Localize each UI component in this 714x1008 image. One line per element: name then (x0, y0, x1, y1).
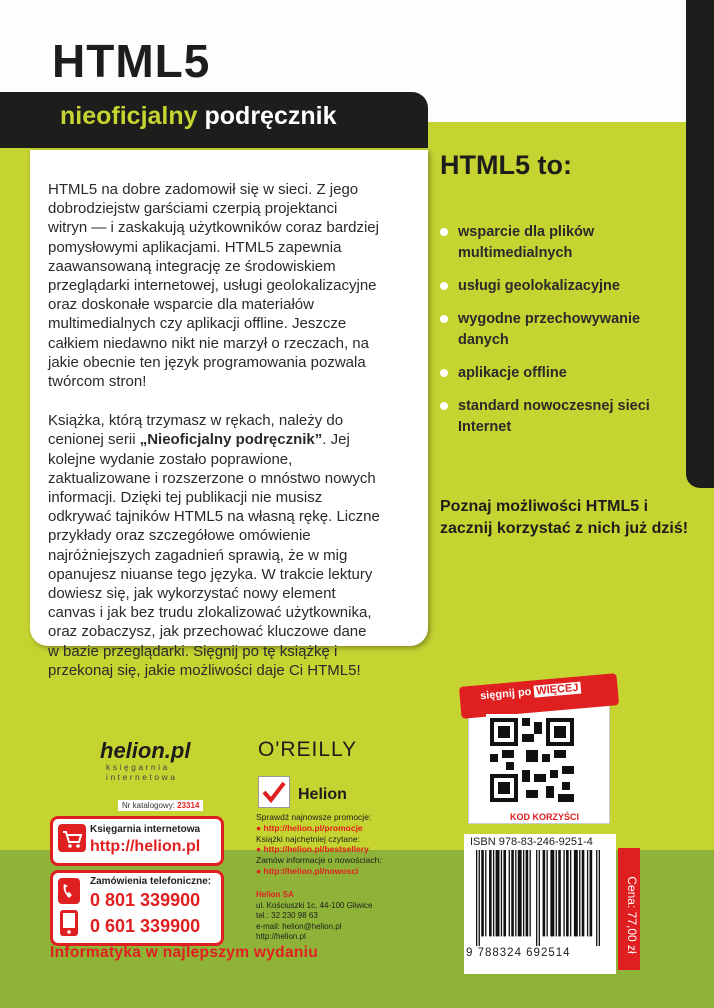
catalog-number: Nr katalogowy: 23314 (118, 800, 203, 811)
book-subtitle (60, 102, 336, 131)
publisher-slogan: Informatyka w najlepszym wydaniu (50, 944, 319, 961)
series-name: „Nieoficjalny podręcznik” (139, 431, 323, 449)
bullet-icon (440, 315, 448, 323)
feature-item: wsparcie dla plików multimedialnych (440, 222, 680, 264)
shop-url-link[interactable]: http://helion.pl (90, 838, 201, 855)
helion-pl-tagline: księgarnia internetowa (106, 762, 178, 782)
blurb-p2-post: . Jej kolejne wydanie zostało poprawione, zaktualizowane i rozszerzone o mnóstwo nowych informacji. Dzięki tej publikacji nie musisz odkrywać tajników HTML5 na własną rękę. Liczne przykłady oraz szczegółowe omówienie najróżniejszych zagadnień sprawią, że w mig opanujesz niuanse tego języka. W trakcie lektury dowiesz się, jak wykorzystać nowy element canvas i jak bez trudu zlokalizować użytkownika, oraz zobaczysz, jak przechować kluczowe dane w bazie przeglądarki. Sięgnij po tę książkę i przekonaj się, jakie możliwości daje Ci HTML5! (48, 431, 380, 679)
news-link[interactable]: ● http://helion.pl/nowosci (256, 865, 359, 876)
bullet-icon (440, 402, 448, 410)
publisher-address: Helion SA ul. Kościuszki 1c, 44-100 Gliwice tel.: 32 230 98 63 e-mail: helion@helion.pl http://helion.pl (256, 890, 373, 942)
blurb-paragraph-1: HTML5 na dobre zadomowił się w sieci. Z jego dobrodziejstw garściami czerpią projektanci witryn — i zaskakują użytkowników coraz bardziej pomysłowymi aplikacjami. HTML5 zapewnia zaawansowaną integrację ze środowiskiem przeglądarki internetowej, usługi geolokalizacyjne oraz doskonałe wsparcie dla materiałów multimedialnych czy aplikacji offline. Jeszcze całkiem niedawno nikt nie marzył o rzeczach, na jakie obecnie ten język programowania pozwala twórcom stron! (48, 181, 379, 391)
helion-checkmark-icon (258, 776, 290, 808)
helion-logo-text: Helion (298, 786, 347, 803)
oreilly-logo: O'REILLY (258, 738, 358, 761)
promo-links: Sprawdź najnowsze promocje: ● http://helion.pl/promocje Książki najchętniej czytane: ● http://helion.pl/bestsellery Zamów informacje o nowościach: ● http://helion.pl/nowosci (256, 812, 436, 877)
bullet-icon (440, 228, 448, 236)
blurb-text (48, 180, 380, 700)
bullet-icon (440, 369, 448, 377)
qr-caption: KOD KORZYŚCI (510, 812, 580, 822)
barcode-icon (476, 850, 600, 946)
cart-icon (58, 824, 86, 852)
barcode-digits: 9 788324 692514 (466, 947, 571, 959)
qr-code-icon[interactable] (486, 714, 578, 806)
qr-tag-text: sięgnij po WIĘCEJ (479, 681, 579, 703)
features-heading: HTML5 to: (440, 150, 572, 180)
price-label: Cena: 77,00 zł (625, 876, 639, 954)
features-list (440, 222, 680, 450)
bullet-icon (440, 282, 448, 290)
blurb-p2-pre: Książka, którą trzymasz w rękach, należy do cenionej serii (48, 412, 344, 449)
promo-link[interactable]: ● http://helion.pl/promocje (256, 822, 363, 833)
helion-pl-logo: helion.pl (100, 738, 191, 763)
subtitle-part-a: nieoficjalny (60, 102, 198, 130)
call-to-action: Poznaj możliwości HTML5 i zacznij korzystać z nich już dziś! (440, 498, 689, 537)
blurb-paragraph-2 (48, 411, 380, 680)
mobile-phone-icon (60, 910, 78, 936)
phone-icon (58, 878, 80, 904)
phone-number-1[interactable]: 0 801 339900 (90, 890, 201, 910)
subtitle-part-b: podręcznik (204, 102, 337, 130)
book-title: HTML5 (52, 35, 211, 87)
phone-label: Zamówienia telefoniczne: (90, 876, 212, 887)
phone-number-2[interactable]: 0 601 339900 (90, 916, 201, 936)
right-edge-tab (686, 0, 714, 488)
shop-label: Księgarnia internetowa (90, 824, 201, 835)
feature-item: aplikacje offline (440, 363, 680, 384)
bestsellers-link[interactable]: ● http://helion.pl/bestsellery (256, 844, 369, 855)
feature-item: usługi geolokalizacyjne (440, 276, 680, 297)
feature-item: wygodne przechowywanie danych (440, 309, 680, 351)
feature-item: standard nowoczesnej sieci Internet (440, 396, 680, 438)
isbn-label: ISBN 978-83-246-9251-4 (470, 836, 593, 848)
